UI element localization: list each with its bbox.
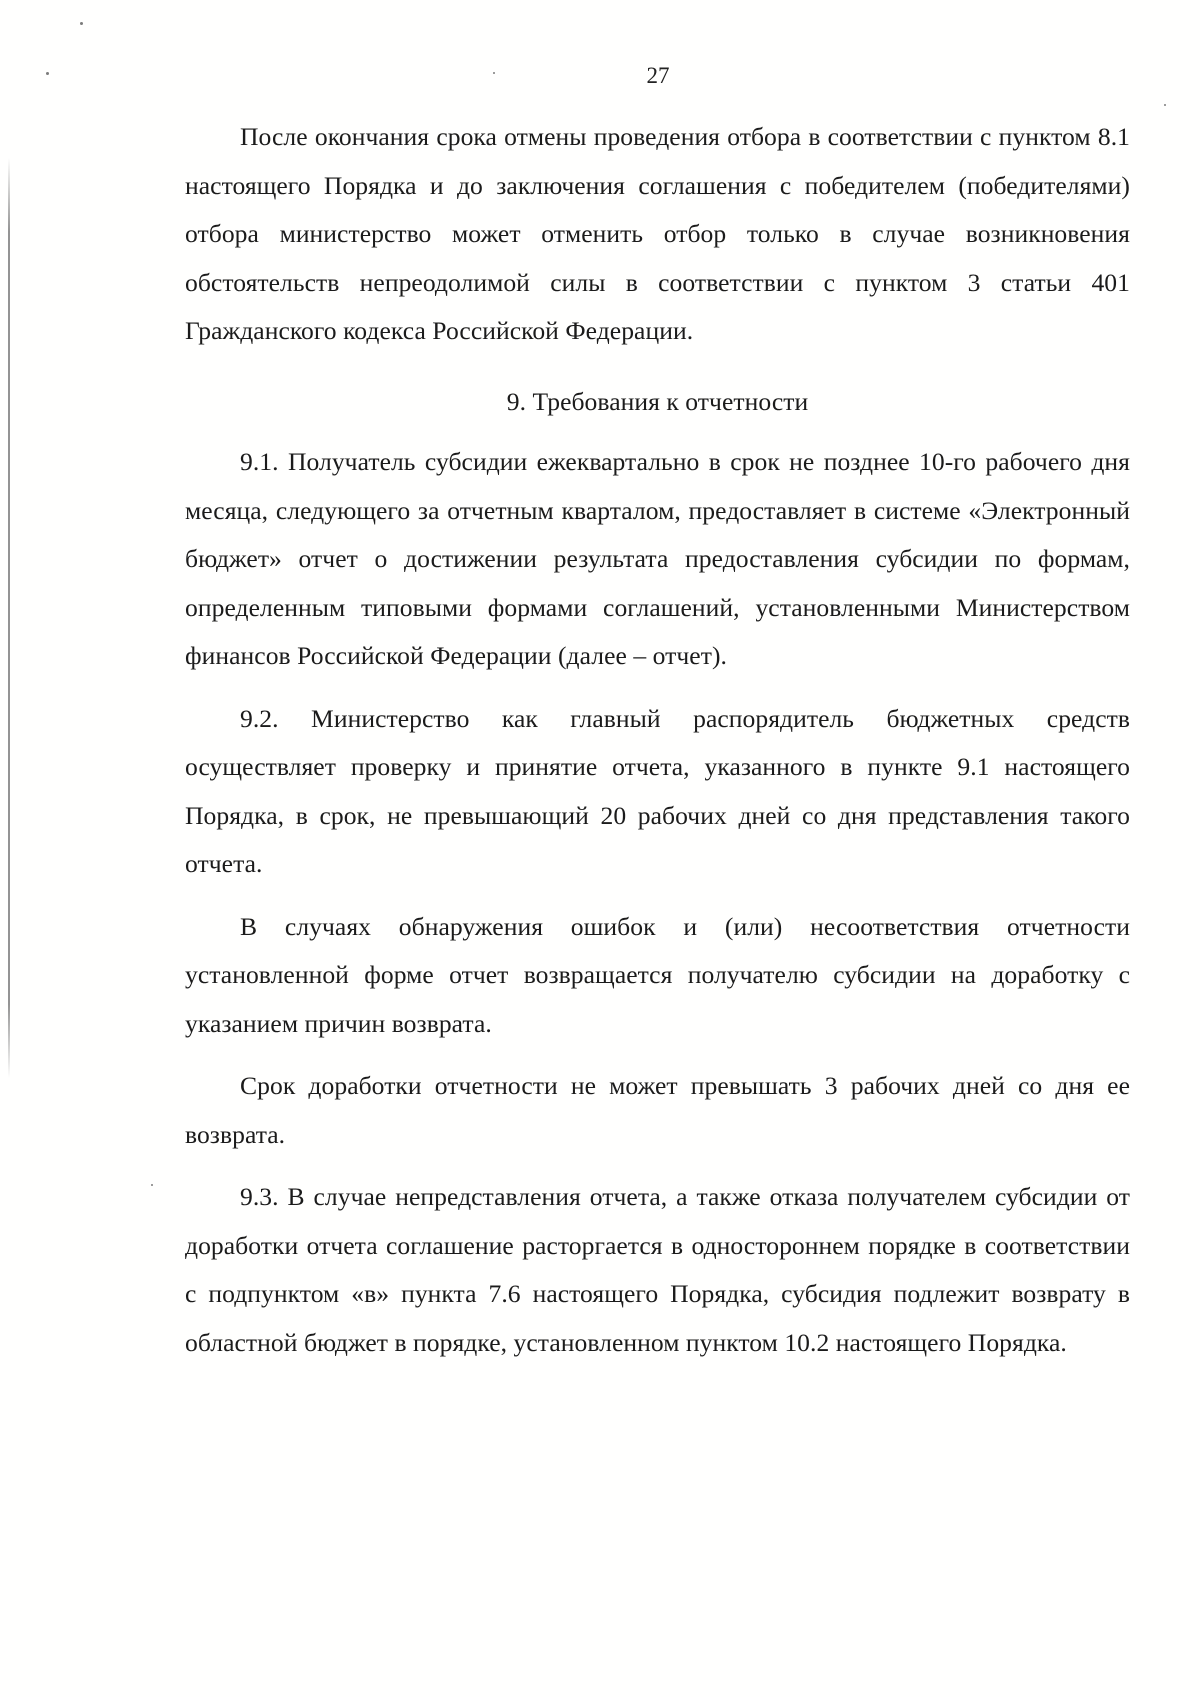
paragraph-9-2-term: Срок доработки отчетности не может превышать 3 рабочих дней со дня ее возврата. <box>185 1071 1130 1149</box>
paragraph-9-2-errors: В случаях обнаружения ошибок и (или) несоответствия отчетности установленной форме отчет возвращается получателю субсидии на доработку с указанием причин возврата. <box>185 911 1130 1038</box>
paragraph-9-1: 9.1. Получатель субсидии ежеквартально в срок не позднее 10-го рабочего дня месяца, следующего за отчетным кварталом, предоставляет в системе «Электронный бюджет» отчет о достижении результата предоставления субсидии по формам, определенным типовыми формами соглашений, установленными Министерством финансов Российской Федерации (далее – отчет). <box>185 447 1130 670</box>
section-heading: 9. Требования к отчетности <box>506 386 809 416</box>
scan-speck <box>46 72 49 75</box>
paragraph-9-2: 9.2. Министерство как главный распорядитель бюджетных средств осуществляет проверку и принятие отчета, указанного в пункте 9.1 настоящего Порядка, в срок, не превышающий 20 рабочих дней со дня представления такого отчета. <box>185 703 1130 878</box>
scan-edge-line <box>8 158 10 1078</box>
paragraph-gap <box>185 1048 1130 1062</box>
page-number: 27 <box>646 63 670 88</box>
scan-speck <box>151 1184 153 1186</box>
paragraph-gap <box>185 889 1130 903</box>
paragraph-gap <box>185 681 1130 695</box>
scan-speck <box>80 22 83 25</box>
paragraph-9-3: 9.3. В случае непредставления отчета, а также отказа получателем субсидии от доработки отчета соглашение расторгается в одностороннем порядке в соответствии с подпунктом «в» пункта 7.6 настоящего Порядка, субсидия подлежит возврату в областной бюджет в порядке, установленном пунктом 10.2 настоящего Порядка. <box>185 1182 1130 1357</box>
scan-speck <box>1164 104 1166 106</box>
paragraph-gap <box>185 1159 1130 1173</box>
paragraph-cancellation: После окончания срока отмены проведения отбора в соответствии с пунктом 8.1 настоящего Порядка и до заключения соглашения с победителем (победителями) отбора министерство может отменить отбор только в случае возникновения обстоятельств непреодолимой силы в соответствии с пунктом 3 статьи 401 Гражданского кодекса Российской Федерации. <box>185 122 1130 345</box>
document-body <box>185 113 1130 1367</box>
